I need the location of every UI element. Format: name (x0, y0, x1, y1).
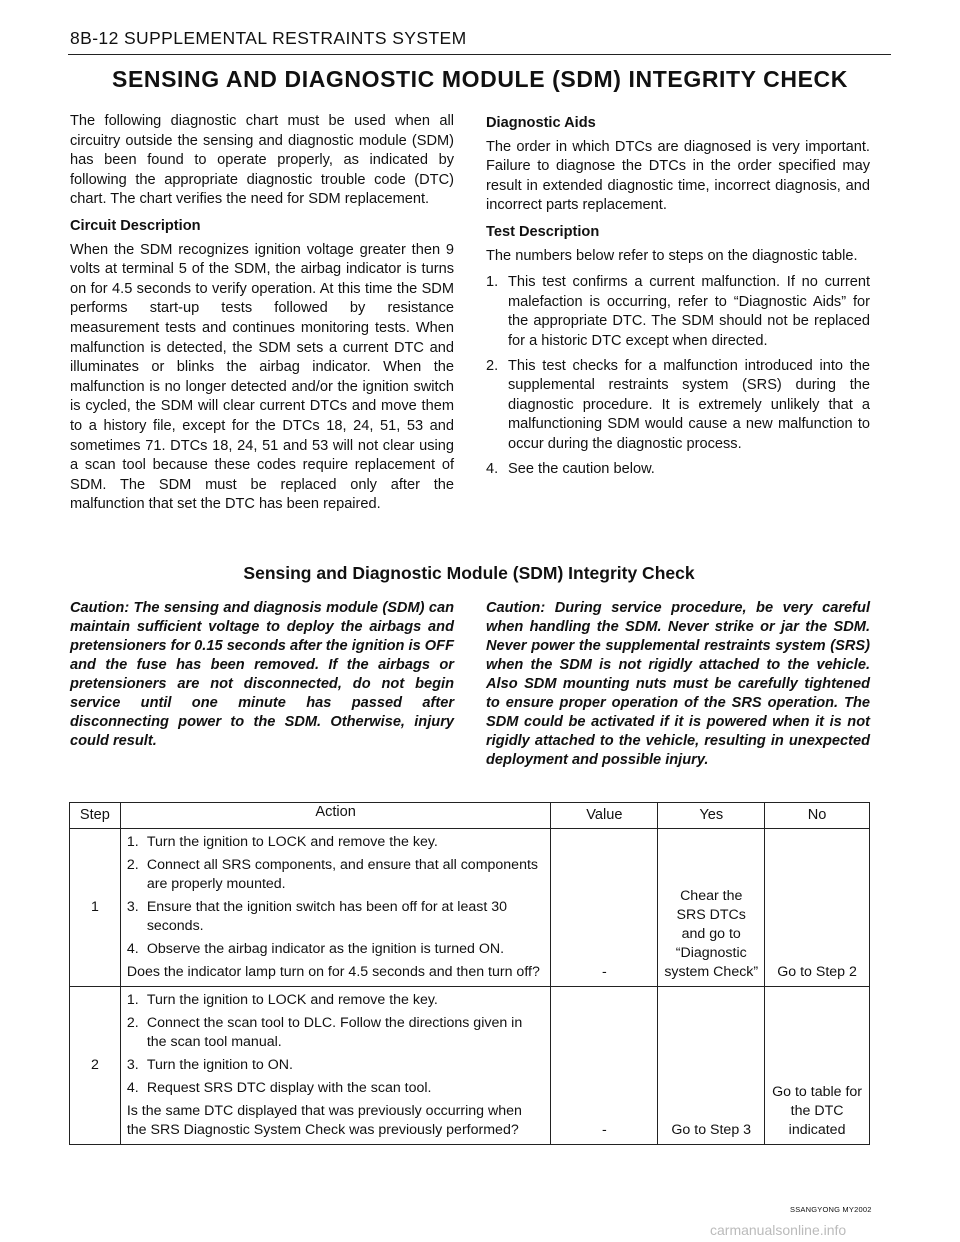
list-number: 4. (486, 460, 499, 477)
list-number: 2. (126, 1015, 139, 1031)
list-item (127, 856, 545, 894)
list-item (486, 460, 870, 480)
right-column (486, 112, 870, 484)
circuit-description-heading: Circuit Description (70, 217, 201, 234)
list-text: This test confirms a current malfunction. If no current malefaction is occurring, refer to “Diagnostic Aids” for the appropriate DTC. The SDM should not be replaced for a historic DTC except when directed. (508, 274, 870, 349)
list-text: Connect all SRS components, and ensure that all components are properly mounted. (146, 857, 539, 892)
header-step: Step (70, 803, 121, 829)
action-list (127, 991, 545, 1098)
value-cell: - (551, 829, 658, 987)
action-cell (120, 987, 551, 1145)
list-number: 3. (126, 1057, 139, 1073)
list-item (127, 940, 545, 959)
list-text: Turn the ignition to ON. (146, 1057, 293, 1073)
list-text: This test checks for a malfunction introduced into the supplemental restraints system (SRS) during the diagnostic procedure. It is extremely unlikely that a malfunctioning SDM would cause a new malfunction to occur during the diagnostic process. (508, 357, 870, 452)
list-item (127, 833, 545, 852)
watermark: carmanualsonline.info (710, 1222, 847, 1238)
yes-cell: Go to Step 3 (658, 987, 765, 1145)
list-number: 3. (126, 899, 139, 915)
diagnostic-aids-heading: Diagnostic Aids (486, 115, 596, 131)
header-value: Value (551, 803, 658, 829)
table-header-row (70, 803, 870, 829)
step-cell: 1 (70, 829, 121, 987)
list-text: See the caution below. (508, 460, 655, 477)
table-row (70, 829, 870, 987)
action-question: Does the indicator lamp turn on for 4.5 seconds and then turn off? (126, 964, 540, 980)
test-description-heading: Test Description (486, 223, 600, 240)
no-cell: Go to table for the DTC indicated (765, 987, 870, 1145)
list-number: 1. (126, 834, 139, 850)
test-description-intro: The numbers below refer to steps on the diagnostic table. (486, 247, 858, 264)
list-item (486, 273, 870, 351)
list-number: 2. (126, 857, 139, 873)
header-no: No (765, 803, 870, 829)
action-list (127, 833, 545, 959)
header-yes: Yes (658, 803, 765, 829)
intro-paragraph: The following diagnostic chart must be used when all circuitry outside the sensing and diagnostic module (SDM) has been found to operate properly, as indicated by following the appropriate diagnostic trouble code (DTC) chart. The chart verifies the need for SDM replacement. (70, 113, 454, 208)
page-title: SENSING AND DIAGNOSTIC MODULE (SDM) INTEGRITY CHECK (112, 66, 848, 92)
list-number: 1. (486, 274, 499, 291)
list-item (127, 898, 545, 936)
list-number: 4. (126, 941, 139, 957)
value-cell: - (551, 987, 658, 1145)
list-text: Turn the ignition to LOCK and remove the key. (146, 992, 438, 1008)
header-action: Action (120, 803, 551, 829)
diagnostic-table (69, 802, 870, 1145)
list-item (127, 1014, 545, 1052)
test-description-list (486, 273, 870, 479)
page-header: 8B-12 SUPPLEMENTAL RESTRAINTS SYSTEM (70, 28, 467, 48)
table-row (70, 987, 870, 1145)
list-number: 1. (126, 992, 139, 1008)
list-text: Connect the scan tool to DLC. Follow the directions given in the scan tool manual. (146, 1015, 523, 1050)
section-title: Sensing and Diagnostic Module (SDM) Integrity Check (243, 563, 695, 583)
footer-label: SSANGYONG MY2002 (790, 1205, 872, 1214)
list-item (127, 991, 545, 1010)
list-item (486, 357, 870, 455)
no-cell: Go to Step 2 (765, 829, 870, 987)
action-cell (120, 829, 551, 987)
list-text: Request SRS DTC display with the scan tool. (146, 1080, 432, 1096)
caution-left: Caution: The sensing and diagnosis module (SDM) can maintain sufficient voltage to deploy the airbags and pretensioners for 0.15 seconds after the ignition is OFF and the fuse has been removed. If the airbags or pretensioners are not disconnected, do not begin service until one minute has passed after disconnecting power to the SDM. Otherwise, injury could result. (70, 600, 454, 749)
header-divider (68, 54, 891, 55)
diagnostic-aids-text: The order in which DTCs are diagnosed is very important. Failure to diagnose the DTCs in the order specified may result in extended diagnostic time, incorrect diagnosis, and incorrect parts replacement. (486, 138, 870, 214)
list-number: 2. (486, 357, 499, 374)
action-question: Is the same DTC displayed that was previously occurring when the SRS Diagnostic System Check was previously performed? (126, 1103, 522, 1138)
yes-cell: Chear the SRS DTCs and go to “Diagnostic system Check” (658, 829, 765, 987)
list-text: Observe the airbag indicator as the ignition is turned ON. (146, 941, 505, 957)
list-text: Turn the ignition to LOCK and remove the key. (146, 834, 438, 850)
list-text: Ensure that the ignition switch has been off for at least 30 seconds. (146, 899, 507, 934)
list-number: 4. (126, 1080, 139, 1096)
caution-right: Caution: During service procedure, be very careful when handling the SDM. Never strike or jar the SDM. Never power the supplemental restraints system (SRS) when the SDM is not rigidly attached to the vehicle. Also SDM mounting nuts must be carefully tightened to ensure proper operation of the SRS operation. The SDM could be activated if it is powered when it is not rigidly attached to the vehicle, resulting in unexpected deployment and possible injury. (486, 600, 870, 768)
list-item (127, 1056, 545, 1075)
left-column (70, 112, 454, 522)
circuit-description-text: When the SDM recognizes ignition voltage greater then 9 volts at terminal 5 of the SDM, the airbag indicator is turns on for 4.5 seconds to verify operation. At this time the SDM performs start-up tests followed by resistance measurement tests and continues monitoring tests. When malfunction is detected, the SDM sets a current DTC and illuminates or blinks the airbag indicator. When the malfunction is no longer detected and/or the ignition switch is cycled, the SDM will clear current DTCs and move them to a history file, except for the DTCs 18, 24, 51, 53 and sometimes 71. DTCs 18, 24, 51 and 53 will not clear using a scan tool because these codes require replacement of SDM. The SDM must be replaced only after the malfunction that set the DTC has been repaired. (70, 241, 454, 513)
step-cell: 2 (70, 987, 121, 1145)
list-item (127, 1079, 545, 1098)
